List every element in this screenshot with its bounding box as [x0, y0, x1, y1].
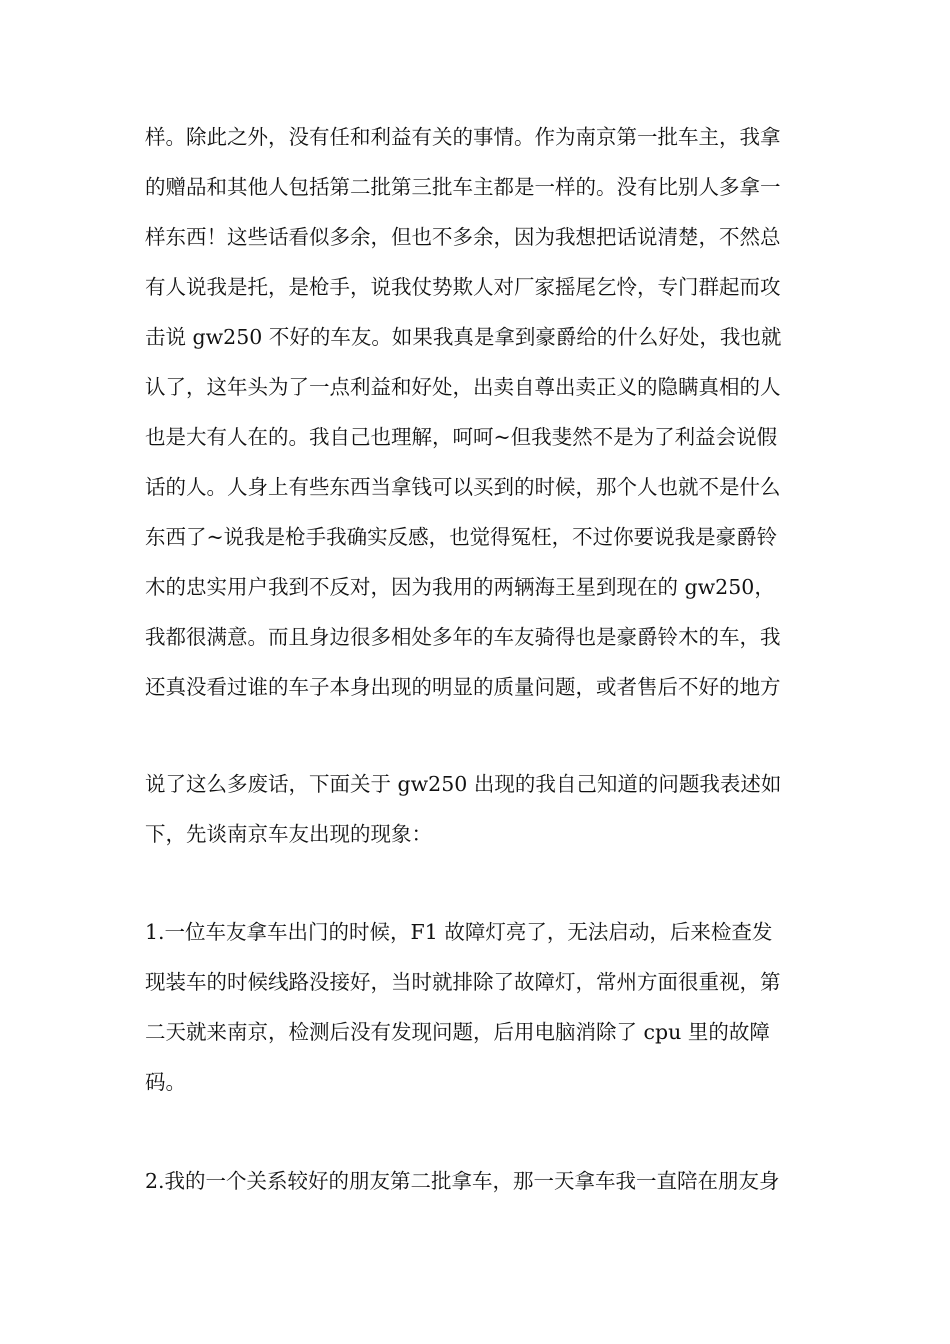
text-line: 下，先谈南京车友出现的现象： — [145, 822, 432, 846]
text-line: 击说 gw250 不好的车友。如果我真是拿到豪爵给的什么好处，我也就 — [145, 325, 782, 349]
text-line: 的赠品和其他人包括第二批第三批车主都是一样的。没有比别人多拿一 — [145, 175, 781, 199]
text-line: 东西了~说我是枪手我确实反感，也觉得冤枉，不过你要说我是豪爵铃 — [145, 525, 778, 549]
text-line: 码。 — [145, 1070, 186, 1094]
text-line: 我都很满意。而且身边很多相处多年的车友骑得也是豪爵铃木的车，我 — [145, 625, 781, 649]
text-line: 样东西！这些话看似多余，但也不多余，因为我想把话说清楚，不然总 — [145, 225, 781, 249]
text-line: 2.我的一个关系较好的朋友第二批拿车，那一天拿车我一直陪在朋友身 — [145, 1169, 780, 1193]
text-line: 还真没看过谁的车子本身出现的明显的质量问题，或者售后不好的地方 — [145, 675, 781, 699]
paragraph-4 — [145, 1156, 817, 1206]
paragraph-1 — [145, 112, 817, 712]
text-line: 话的人。人身上有些东西当拿钱可以买到的时候，那个人也就不是什么 — [145, 475, 781, 499]
text-line: 也是大有人在的。我自己也理解，呵呵~但我斐然不是为了利益会说假 — [145, 425, 778, 449]
text-line: 说了这么多废话，下面关于 gw250 出现的我自己知道的问题我表述如 — [145, 772, 782, 796]
text-line: 二天就来南京，检测后没有发现问题，后用电脑消除了 cpu 里的故障 — [145, 1020, 770, 1044]
text-line: 样。除此之外，没有任和利益有关的事情。作为南京第一批车主，我拿 — [145, 125, 781, 149]
text-line: 木的忠实用户我到不反对，因为我用的两辆海王星到现在的 gw250， — [145, 575, 775, 599]
text-line: 现装车的时候线路没接好，当时就排除了故障灯，常州方面很重视，第 — [145, 970, 781, 994]
text-line: 认了，这年头为了一点利益和好处，出卖自尊出卖正义的隐瞒真相的人 — [145, 375, 781, 399]
text-line: 1.一位车友拿车出门的时候，F1 故障灯亮了，无法启动，后来检查发 — [145, 920, 773, 944]
text-line: 有人说我是托，是枪手，说我仗势欺人对厂家摇尾乞怜，专门群起而攻 — [145, 275, 781, 299]
paragraph-3 — [145, 907, 817, 1107]
paragraph-2 — [145, 759, 817, 859]
